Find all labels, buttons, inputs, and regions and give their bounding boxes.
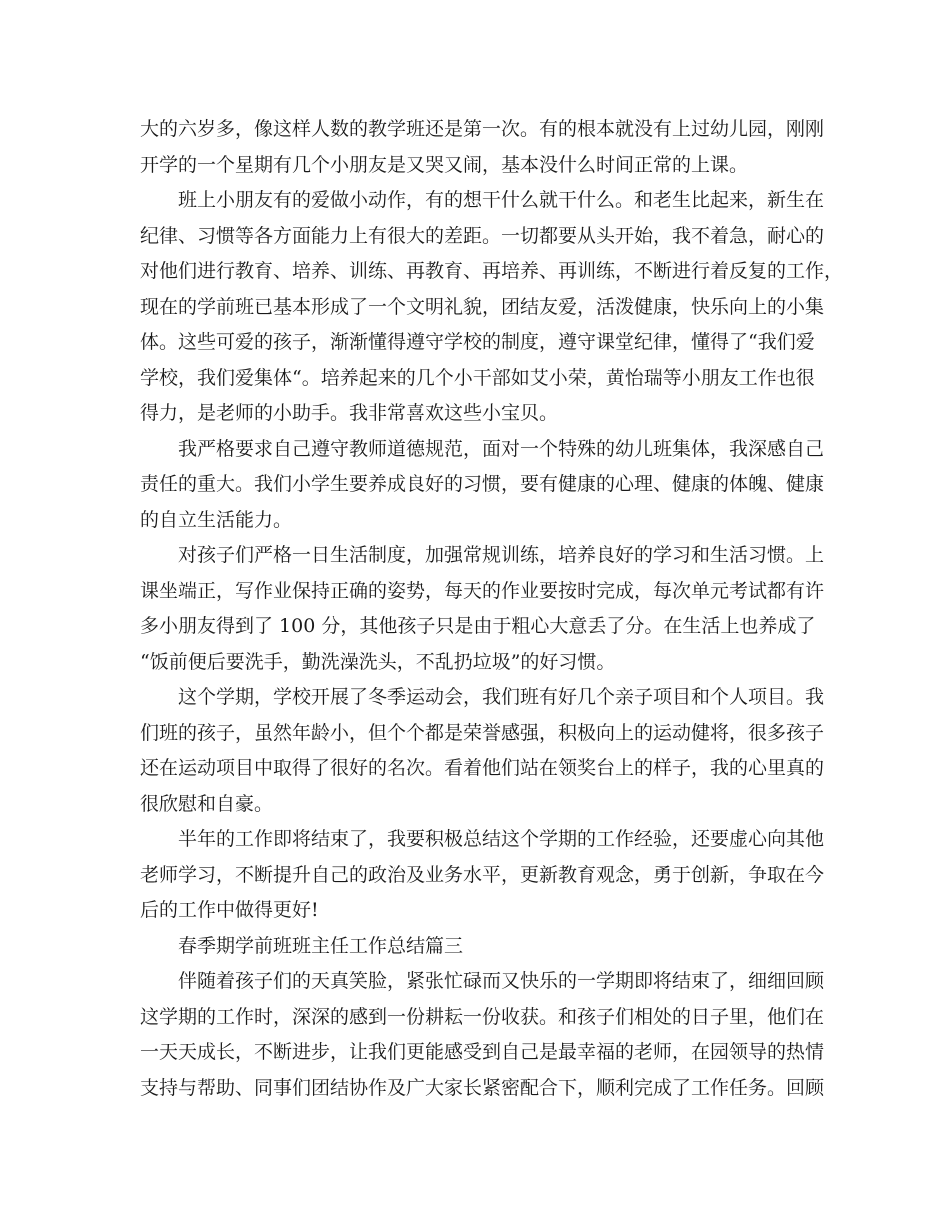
text-line: 们班的孩子，虽然年龄小，但个个都是荣誉感强，积极向上的运动健将，很多孩子: [140, 721, 825, 744]
text-line: 一天天成长，不断进步，让我们更能感受到自己是最幸福的老师，在园领导的热情: [140, 1041, 825, 1063]
text-line: 这个学期，学校开展了冬季运动会，我们班有好几个亲子项目和个人项目。我: [178, 686, 825, 708]
text-line: 学校，我们爱集体“。培养起来的几个小干部如艾小荣，黄怡瑞等小朋友工作也很: [140, 366, 815, 389]
text-line: 还在运动项目中取得了很好的名次。看着他们站在领奖台上的样子，我的心里真的: [140, 757, 825, 779]
text-line: 得力，是老师的小助手。我非常喜欢这些小宝贝。: [140, 402, 559, 424]
text-line: 现在的学前班已基本形成了一个文明礼貌，团结友爱，活泼健康，快乐向上的小集: [140, 295, 825, 318]
text-line: 课坐端正，写作业保持正确的姿势，每天的作业要按时完成，每次单元考试都有许: [140, 579, 825, 602]
text-line: 很欣慰和自豪。: [140, 792, 274, 815]
text-line: 的自立生活能力。: [140, 508, 293, 531]
text-line: 半年的工作即将结束了，我要积极总结这个学期的工作经验，还要虚心向其他: [178, 828, 825, 850]
text-line: 后的工作中做得更好!: [140, 899, 319, 921]
text-line: 开学的一个星期有几个小朋友是又哭又闹，基本没什么时间正常的上课。: [140, 153, 749, 176]
text-line: 体。这些可爱的孩子，渐渐懂得遵守学校的制度，遵守课堂纪律，懂得了“我们爱: [140, 331, 815, 353]
text-line: 责任的重大。我们小学生要养成良好的习惯，要有健康的心理、健康的体魄、健康: [140, 473, 825, 495]
text-line: 对孩子们严格一日生活制度，加强常规训练，培养良好的学习和生活习惯。上: [178, 544, 825, 566]
text-line: 这学期的工作时，深深的感到一份耕耘一份收获。和孩子们相处的日子里，他们在: [140, 1005, 825, 1028]
text-line: 纪律、习惯等各方面能力上有很大的差距。一切都要从头开始，我不着急，耐心的: [140, 224, 825, 247]
text-line: 伴随着孩子们的天真笑脸，紧张忙碌而又快乐的一学期即将结束了，细细回顾: [178, 970, 825, 992]
text-line: “饭前便后要洗手，勤洗澡洗头，不乱扔垃圾”的好习惯。: [140, 650, 616, 673]
text-line: 多小朋友得到了 100 分，其他孩子只是由于粗心大意丢了分。在生活上也养成了: [140, 615, 816, 637]
text-line: 对他们进行教育、培养、训练、再教育、再培养、再训练，不断进行着反复的工作，: [140, 260, 844, 282]
section-heading: 春季期学前班班主任工作总结篇三: [178, 934, 464, 957]
text-line: 大的六岁多，像这样人数的教学班还是第一次。有的根本就没有上过幼儿园，刚刚: [140, 118, 825, 140]
text-line: 老师学习，不断提升自己的政治及业务水平，更新教育观念，勇于创新，争取在今: [140, 863, 825, 886]
text-line: 班上小朋友有的爱做小动作，有的想干什么就干什么。和老生比起来，新生在: [178, 189, 825, 211]
text-line: 我严格要求自己遵守教师道德规范，面对一个特殊的幼儿班集体，我深感自己: [178, 437, 825, 460]
text-line: 支持与帮助、同事们团结协作及广大家长紧密配合下，顺利完成了工作任务。回顾: [140, 1076, 825, 1099]
document-body: [140, 112, 844, 1106]
